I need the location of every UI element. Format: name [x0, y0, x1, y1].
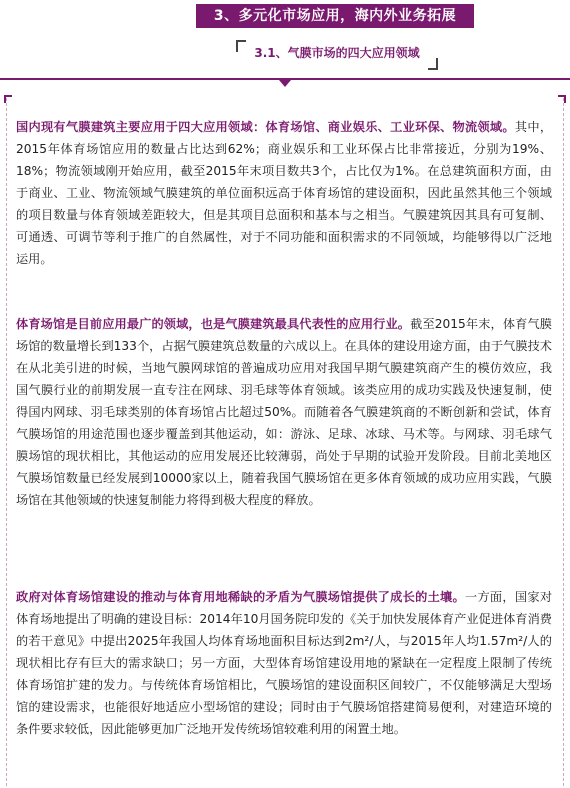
content-box [6, 98, 564, 786]
subsection-title: 3.1、气膜市场的四大应用领域 [254, 46, 420, 60]
paragraph-application-fields [16, 116, 552, 270]
bracket-top-left [236, 40, 246, 52]
paragraph-sports-venues [16, 313, 552, 511]
paragraph-body: 其中，2015年体育场馆应用的数量占比达到62%；商业娱乐和工业环保占比非常接近，分别为19%、18%；物流领域刚开始应用，截至2015年末项目数共3个，占比仅为1%。在总建筑面积方面，由于商业、工业、物流领域气膜建筑的单位面积远高于体育场馆的建设面积，因此虽然其他三个领域的项目数量与体育领域差距较大，但是其项目总面积和基本与之相当。气膜建筑因其具有可复制、可通透、可调节等利于推广的自然属性，对于不同功能和面积需求的不同领域，均能够得以广泛地运用。 [16, 120, 553, 266]
subsection-heading [236, 40, 438, 70]
paragraph-lead: 政府对体育场馆建设的推动与体育用地稀缺的矛盾为气膜场馆提供了成长的土壤。 [16, 590, 465, 604]
paragraph-body: 一方面，国家对体育场地提出了明确的建设目标：2014年10月国务院印发的《关于加快发展体育产业促进体育消费的若干意见》中提出2025年我国人均体育场地面积目标达到2m²/人，与2015年人均1.57m²/人的现状相比存有巨大的需求缺口；另一方面，大型体育场馆建设用地的紧缺在一定程度上限制了传统体育场馆扩建的发力。与传统体育场馆相比，气膜场馆的建设面积区间较广，不仅能够满足大型场馆的建设需求，也能很好地适应小型场馆的建设；同时由于气膜场馆搭建简易便利，对建造环境的条件要求较低，因此能够更加广泛地开发传统场馆较难利用的闲置土地。 [16, 590, 553, 736]
corner-top-right [558, 95, 566, 103]
divider-arrow-icon [279, 80, 291, 87]
paragraph-lead: 国内现有气膜建筑主要应用于四大应用领域：体育场馆、商业娱乐、工业环保、物流领域。 [16, 120, 515, 134]
section-title-banner: 3、多元化市场应用，海内外业务拓展 [196, 4, 474, 28]
corner-top-left [4, 95, 12, 103]
bracket-bottom-right [428, 58, 438, 70]
paragraph-policy-land [16, 586, 552, 740]
paragraph-body: 截至2015年末，体育气膜场馆的数量增长到133个，占据气膜建筑总数量的六成以上。在具体的建设用途方面，由于气膜技术在从北美引进的时候，当地气膜网球馆的普遍成功应用对我国早期气膜建筑商产生的模仿效应，我国气膜行业的前期发展一直专注在网球、羽毛球等体育领域。该类应用的成功实践及快速复制，使得国内网球、羽毛球类别的体育场馆占比超过50%。而随着各气膜建筑商的不断创新和尝试，体育气膜场馆的用途范围也逐步覆盖到其他运动，如：游泳、足球、冰球、马术等。与网球、羽毛球气膜场馆的现状相比，其他运动的应用发展还比较薄弱，尚处于早期的试验开发阶段。目前北美地区气膜场馆数量已经发展到10000家以上，随着我国气膜场馆在更多体育领域的成功应用实践，气膜场馆在其他领域的快速复制能力将得到极大程度的释放。 [16, 317, 552, 507]
paragraph-lead: 体育场馆是目前应用最广的领域，也是气膜建筑最具代表性的应用行业。 [16, 317, 411, 331]
